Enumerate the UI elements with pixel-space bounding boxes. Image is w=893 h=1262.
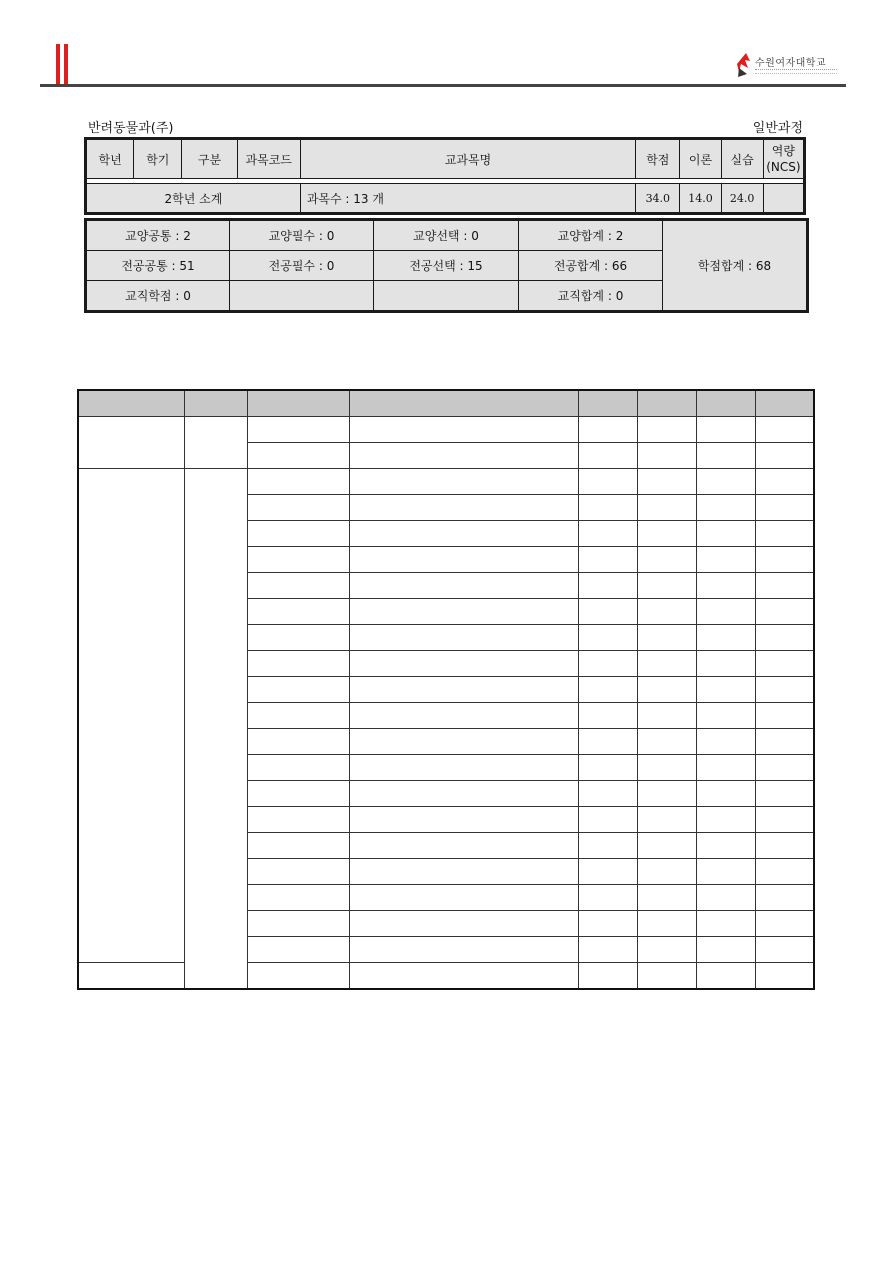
- grid-cell: [578, 651, 637, 677]
- grid-cell: [755, 833, 814, 859]
- grid-cell: [696, 703, 755, 729]
- grid-cell: [696, 911, 755, 937]
- grid-cell: [637, 599, 696, 625]
- grid-cell: [349, 937, 578, 963]
- grid-cell: [247, 807, 349, 833]
- grid-cell: [637, 443, 696, 469]
- grid-cell: [184, 390, 247, 417]
- summary-credit-total: 학점합계 : 68: [663, 220, 808, 312]
- grid-cell: [349, 885, 578, 911]
- col-header-year: 학년: [86, 139, 134, 179]
- grid-cell: [247, 885, 349, 911]
- grid-cell: [349, 495, 578, 521]
- grid-cell: [247, 573, 349, 599]
- grid-cell: [755, 495, 814, 521]
- credit-summary-table: [84, 218, 809, 313]
- col-header-credits: 학점: [636, 139, 680, 179]
- grid-cell: [247, 625, 349, 651]
- grid-cell: [349, 651, 578, 677]
- grid-cell: [578, 729, 637, 755]
- grid-cell: [247, 963, 349, 990]
- department-title: 반려동물과(주): [88, 121, 174, 136]
- grid-cell: [578, 885, 637, 911]
- grid-cell: [78, 417, 184, 469]
- grid-cell: [696, 390, 755, 417]
- grid-cell: [247, 859, 349, 885]
- grid-cell: [696, 781, 755, 807]
- grid-cell: [637, 417, 696, 443]
- grid-cell: [637, 625, 696, 651]
- grid-cell: [637, 469, 696, 495]
- grid-cell: [349, 547, 578, 573]
- grid-cell: [755, 937, 814, 963]
- grid-cell: [696, 469, 755, 495]
- grid-cell: [755, 547, 814, 573]
- grid-cell: [755, 573, 814, 599]
- grid-cell: [637, 729, 696, 755]
- grid-cell: [637, 703, 696, 729]
- grid-cell: [184, 469, 247, 990]
- grid-cell: [755, 781, 814, 807]
- grid-cell: [247, 937, 349, 963]
- grid-cell: [247, 469, 349, 495]
- grid-cell: [637, 781, 696, 807]
- subtotal-credits: 34.0: [636, 184, 680, 214]
- grid-cell: [696, 677, 755, 703]
- col-header-practice: 실습: [721, 139, 763, 179]
- grid-cell: [349, 833, 578, 859]
- grid-cell: [755, 625, 814, 651]
- grid-cell: [247, 495, 349, 521]
- grid-cell: [637, 677, 696, 703]
- header-accent-bar-left: [56, 44, 60, 84]
- grid-cell: [349, 807, 578, 833]
- grid-cell: [755, 807, 814, 833]
- grid-cell: [78, 469, 184, 963]
- header-divider: [40, 84, 846, 87]
- grid-header-row: [78, 390, 814, 417]
- summary-major-required: 전공필수 : 0: [230, 251, 374, 281]
- grid-cell: [755, 963, 814, 990]
- grid-cell: [696, 729, 755, 755]
- grid-cell: [349, 755, 578, 781]
- grid-cell: [637, 963, 696, 990]
- grid-row: [78, 417, 814, 443]
- grid-cell: [349, 417, 578, 443]
- summary-general-required: 교양필수 : 0: [230, 220, 374, 251]
- grid-cell: [78, 963, 184, 990]
- grid-cell: [637, 651, 696, 677]
- summary-teaching-total: 교직합계 : 0: [519, 281, 663, 312]
- grid-cell: [755, 521, 814, 547]
- grid-cell: [696, 937, 755, 963]
- grid-cell: [755, 729, 814, 755]
- grid-cell: [349, 573, 578, 599]
- grid-cell: [696, 885, 755, 911]
- summary-major-total: 전공합계 : 66: [519, 251, 663, 281]
- grid-cell: [247, 781, 349, 807]
- grid-cell: [578, 963, 637, 990]
- grid-cell: [637, 833, 696, 859]
- grid-cell: [578, 807, 637, 833]
- grid-cell: [637, 521, 696, 547]
- grid-cell: [637, 755, 696, 781]
- grid-cell: [637, 495, 696, 521]
- logo-flame-icon: [735, 52, 755, 78]
- summary-empty-cell: [374, 281, 519, 312]
- grid-cell: [637, 911, 696, 937]
- grid-cell: [247, 547, 349, 573]
- col-header-category: 구분: [182, 139, 237, 179]
- grid-cell: [349, 729, 578, 755]
- subtotal-practice: 24.0: [721, 184, 763, 214]
- grid-cell: [578, 443, 637, 469]
- grid-cell: [755, 703, 814, 729]
- col-header-course-code: 과목코드: [237, 139, 300, 179]
- grid-cell: [184, 417, 247, 469]
- grid-cell: [247, 755, 349, 781]
- grid-cell: [696, 547, 755, 573]
- grid-cell: [247, 417, 349, 443]
- grid-cell: [637, 937, 696, 963]
- grid-cell: [247, 651, 349, 677]
- header-accent-bar-right: [64, 44, 68, 84]
- grid-cell: [696, 443, 755, 469]
- col-header-course-name: 교과목명: [300, 139, 635, 179]
- grid-cell: [755, 677, 814, 703]
- grid-cell: [578, 937, 637, 963]
- grid-cell: [755, 885, 814, 911]
- grid-cell: [247, 703, 349, 729]
- grid-cell: [349, 911, 578, 937]
- summary-general-elective: 교양선택 : 0: [374, 220, 519, 251]
- grid-cell: [696, 417, 755, 443]
- subtotal-label: 2학년 소계: [86, 184, 301, 214]
- grid-cell: [349, 521, 578, 547]
- grid-cell: [349, 859, 578, 885]
- grid-cell: [696, 651, 755, 677]
- grid-cell: [247, 443, 349, 469]
- grid-cell: [349, 390, 578, 417]
- grid-cell: [696, 833, 755, 859]
- university-logo: [735, 52, 840, 80]
- grid-cell: [578, 521, 637, 547]
- summary-teaching-credits: 교직학점 : 0: [86, 281, 230, 312]
- grid-cell: [696, 807, 755, 833]
- subtotal-ncs: [763, 184, 804, 214]
- grid-cell: [578, 781, 637, 807]
- grid-cell: [578, 755, 637, 781]
- grid-cell: [578, 417, 637, 443]
- subtotal-theory: 14.0: [680, 184, 721, 214]
- grid-cell: [247, 390, 349, 417]
- summary-general-common: 교양공통 : 2: [86, 220, 230, 251]
- grid-cell: [578, 859, 637, 885]
- grid-cell: [637, 807, 696, 833]
- grid-cell: [578, 625, 637, 651]
- grid-cell: [755, 390, 814, 417]
- grid-cell: [578, 703, 637, 729]
- grid-cell: [755, 469, 814, 495]
- grid-cell: [578, 469, 637, 495]
- grid-row: [78, 469, 814, 495]
- grid-cell: [755, 911, 814, 937]
- grid-cell: [637, 573, 696, 599]
- grid-cell: [78, 390, 184, 417]
- grid-cell: [755, 651, 814, 677]
- grid-cell: [578, 573, 637, 599]
- grid-cell: [696, 625, 755, 651]
- col-header-theory: 이론: [680, 139, 721, 179]
- grid-cell: [696, 521, 755, 547]
- grid-cell: [578, 677, 637, 703]
- curriculum-header-table: [84, 137, 806, 215]
- grid-cell: [247, 677, 349, 703]
- grid-cell: [349, 963, 578, 990]
- grid-cell: [578, 833, 637, 859]
- grid-cell: [637, 390, 696, 417]
- grid-cell: [637, 885, 696, 911]
- grid-cell: [696, 495, 755, 521]
- grid-cell: [755, 443, 814, 469]
- grid-cell: [349, 469, 578, 495]
- grid-cell: [696, 573, 755, 599]
- grid-cell: [755, 755, 814, 781]
- grid-cell: [696, 755, 755, 781]
- empty-curriculum-grid: [77, 389, 815, 990]
- col-header-semester: 학기: [134, 139, 182, 179]
- grid-cell: [247, 599, 349, 625]
- grid-cell: [578, 599, 637, 625]
- grid-cell: [349, 677, 578, 703]
- course-type-label: 일반과정: [752, 121, 803, 136]
- grid-cell: [755, 599, 814, 625]
- grid-cell: [349, 599, 578, 625]
- summary-empty-cell: [230, 281, 374, 312]
- grid-cell: [755, 859, 814, 885]
- grid-cell: [637, 859, 696, 885]
- grid-cell: [696, 859, 755, 885]
- grid-cell: [349, 625, 578, 651]
- grid-cell: [247, 911, 349, 937]
- grid-cell: [349, 781, 578, 807]
- logo-subtext: [755, 69, 837, 74]
- grid-cell: [349, 443, 578, 469]
- grid-cell: [247, 521, 349, 547]
- grid-cell: [578, 547, 637, 573]
- grid-cell: [755, 417, 814, 443]
- grid-cell: [696, 963, 755, 990]
- grid-cell: [247, 833, 349, 859]
- summary-major-elective: 전공선택 : 15: [374, 251, 519, 281]
- grid-cell: [578, 495, 637, 521]
- summary-major-common: 전공공통 : 51: [86, 251, 230, 281]
- subtotal-course-count: 과목수 : 13 개: [300, 184, 635, 214]
- logo-text: 수원여자대학교: [755, 58, 827, 69]
- grid-cell: [349, 703, 578, 729]
- col-header-ncs: 역량 (NCS): [763, 139, 804, 179]
- summary-general-total: 교양합계 : 2: [519, 220, 663, 251]
- grid-cell: [578, 911, 637, 937]
- grid-cell: [637, 547, 696, 573]
- grid-cell: [247, 729, 349, 755]
- grid-cell: [696, 599, 755, 625]
- grid-cell: [578, 390, 637, 417]
